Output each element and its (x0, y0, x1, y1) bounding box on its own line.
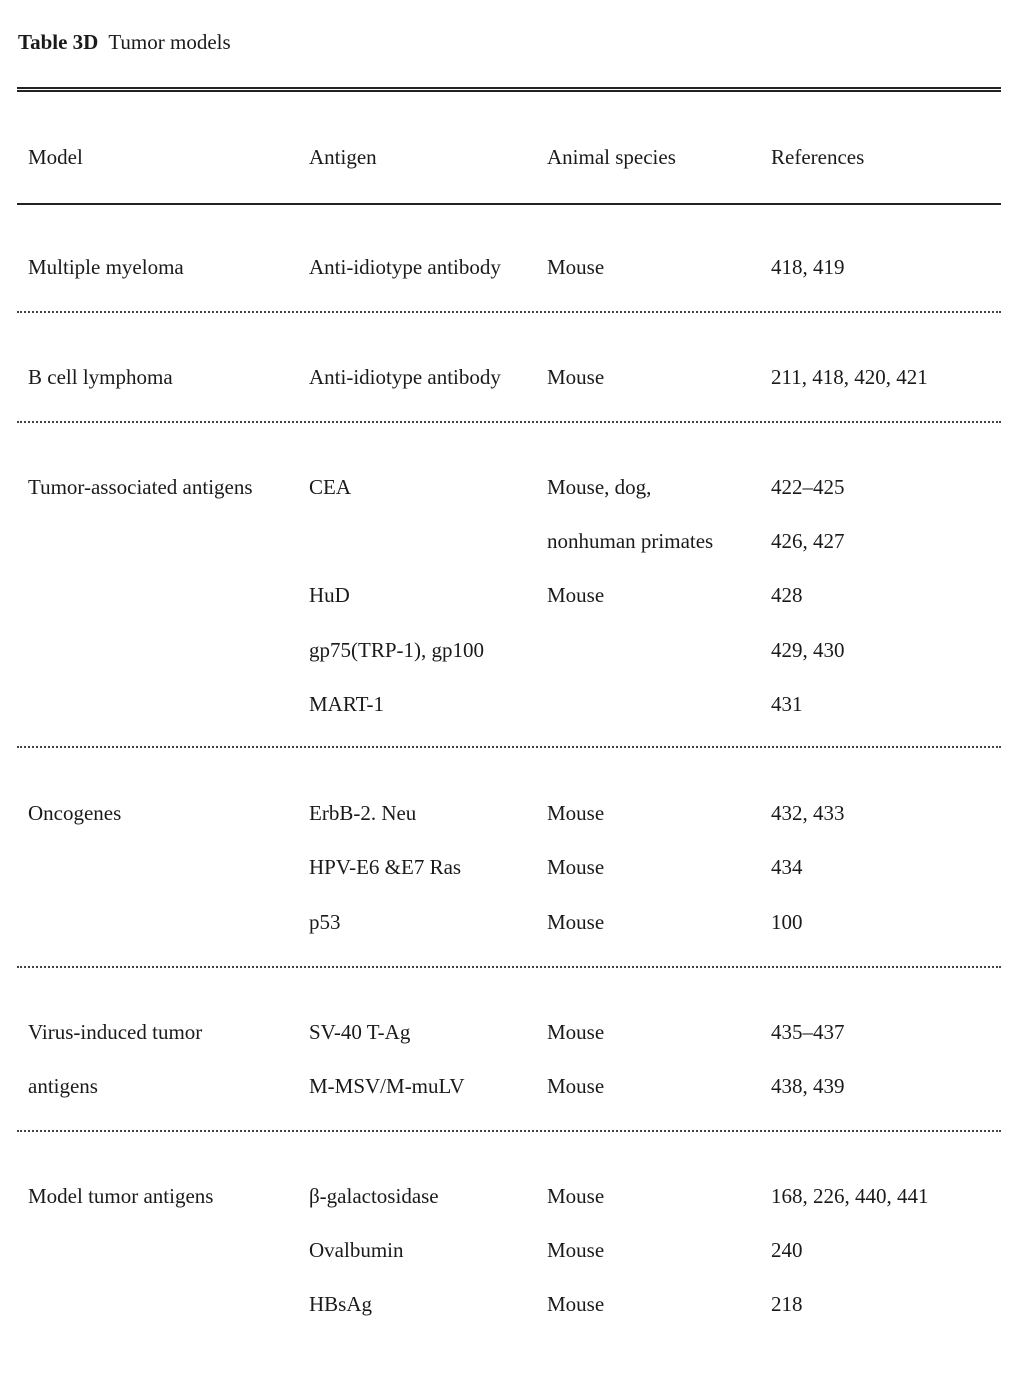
cell-antigen: MART-1 (309, 692, 384, 716)
cell-references: 100 (771, 910, 803, 934)
cell-species: Mouse (547, 910, 605, 934)
cell-model: antigens (28, 1074, 98, 1098)
cell-antigen: SV-40 T-Ag (309, 1020, 411, 1044)
header-animal-species: Animal species (547, 145, 676, 169)
cell-references: 432, 433 (771, 801, 845, 825)
cell-references: 168, 226, 440, 441 (771, 1184, 929, 1208)
cell-references: 426, 427 (771, 529, 845, 553)
group-divider (17, 966, 1001, 968)
cell-species: Mouse (547, 1184, 605, 1208)
cell-species: Mouse, dog, (547, 475, 652, 499)
cell-antigen: p53 (309, 910, 341, 934)
header-references: References (771, 145, 865, 169)
cell-species: Mouse (547, 365, 605, 389)
header-model: Model (28, 145, 83, 169)
cell-species: Mouse (547, 1020, 605, 1044)
cell-antigen: M-MSV/M-muLV (309, 1074, 465, 1098)
cell-species: Mouse (547, 1074, 605, 1098)
cell-antigen: ErbB-2. Neu (309, 801, 417, 825)
cell-species: Mouse (547, 583, 605, 607)
cell-antigen: gp75(TRP-1), gp100 (309, 638, 484, 662)
cell-model: B cell lymphoma (28, 365, 173, 389)
cell-antigen: β-galactosidase (309, 1184, 439, 1208)
cell-species: Mouse (547, 1292, 605, 1316)
group-divider (17, 746, 1001, 748)
group-divider (17, 421, 1001, 423)
cell-references: 434 (771, 855, 803, 879)
cell-model: Oncogenes (28, 801, 122, 825)
cell-references: 418, 419 (771, 255, 845, 279)
header-antigen: Antigen (309, 145, 377, 169)
cell-antigen: Anti-idiotype antibody (309, 255, 501, 279)
table-caption (18, 30, 231, 55)
cell-antigen: Anti-idiotype antibody (309, 365, 501, 389)
header-rule (17, 203, 1001, 205)
table-title: Tumor models (108, 30, 231, 54)
cell-model: Tumor-associated antigens (28, 475, 253, 499)
cell-references: 429, 430 (771, 638, 845, 662)
top-double-rule (17, 87, 1001, 92)
cell-references: 422–425 (771, 475, 845, 499)
cell-references: 431 (771, 692, 803, 716)
cell-references: 211, 418, 420, 421 (771, 365, 928, 389)
cell-species: Mouse (547, 855, 605, 879)
cell-references: 218 (771, 1292, 803, 1316)
cell-references: 428 (771, 583, 803, 607)
cell-species: Mouse (547, 255, 605, 279)
cell-antigen: HPV-E6 &E7 Ras (309, 855, 462, 879)
cell-antigen: Ovalbumin (309, 1238, 404, 1262)
cell-references: 240 (771, 1238, 803, 1262)
cell-antigen: HBsAg (309, 1292, 373, 1316)
cell-species: nonhuman primates (547, 529, 714, 553)
cell-model: Multiple myeloma (28, 255, 184, 279)
table-number: Table 3D (18, 30, 99, 54)
cell-references: 435–437 (771, 1020, 845, 1044)
group-divider (17, 1130, 1001, 1132)
cell-references: 438, 439 (771, 1074, 845, 1098)
group-divider (17, 311, 1001, 313)
cell-model: Model tumor antigens (28, 1184, 214, 1208)
cell-species: Mouse (547, 801, 605, 825)
cell-model: Virus-induced tumor (28, 1020, 203, 1044)
cell-species: Mouse (547, 1238, 605, 1262)
cell-antigen: CEA (309, 475, 351, 499)
cell-antigen: HuD (309, 583, 350, 607)
